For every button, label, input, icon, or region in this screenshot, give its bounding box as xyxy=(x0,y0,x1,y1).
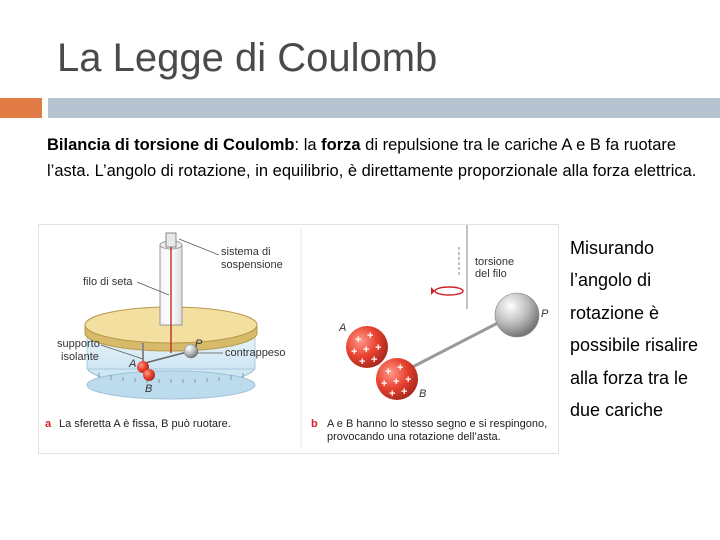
slide-title: La Legge di Coulomb xyxy=(57,36,438,80)
label-torsione: torsione xyxy=(475,256,515,268)
svg-text:+: + xyxy=(363,344,370,356)
svg-text:+: + xyxy=(405,374,412,386)
svg-text:+: + xyxy=(371,354,378,366)
label-contrappeso: contrappeso xyxy=(225,347,286,359)
label-sospensione: sospensione xyxy=(221,259,283,271)
caption-b-line1: A e B hanno lo stesso segno e si respingono, xyxy=(327,418,548,430)
svg-text:+: + xyxy=(401,386,408,398)
caption-a: La sferetta A è fissa, B può ruotare. xyxy=(59,418,231,430)
label-a-sphere-b: B xyxy=(145,383,153,395)
label-del-filo: del filo xyxy=(475,268,507,280)
label-supporto: supporto xyxy=(57,338,100,350)
label-b-sphere-b: B xyxy=(419,388,427,400)
svg-text:+: + xyxy=(397,362,404,374)
svg-text:+: + xyxy=(381,378,388,390)
svg-text:+: + xyxy=(359,356,366,368)
label-b-counterweight-p: P xyxy=(541,308,549,320)
intro-paragraph xyxy=(47,133,697,184)
svg-text:+: + xyxy=(351,346,358,358)
caption-a-letter: a xyxy=(45,418,52,430)
intro-bold-force: forza xyxy=(321,136,361,154)
panel-b-apparatus xyxy=(346,225,539,400)
figure-illustration xyxy=(39,225,558,453)
svg-text:+: + xyxy=(355,334,362,346)
label-a-sphere-a: A xyxy=(129,358,137,370)
svg-text:+: + xyxy=(385,366,392,378)
intro-bold-term: Bilancia di torsione di Coulomb xyxy=(47,136,295,154)
label-a-counterweight-p: P xyxy=(195,338,203,350)
intro-text-2: di repulsione tra le cariche A e B fa ruotare l’asta. L’angolo di rotazione, in equilibrio, è direttamente proporzionale alla forza elettrica. xyxy=(47,136,697,180)
side-text: Misurando l’angolo di rotazione è possibile risalire alla forza tra le due cariche xyxy=(570,238,699,421)
caption-b-line2: provocando una rotazione dell’asta. xyxy=(327,431,501,443)
label-b-sphere-a: A xyxy=(339,322,347,334)
caption-b-letter: b xyxy=(311,418,318,430)
torsion-balance-figure xyxy=(38,224,559,454)
label-isolante: isolante xyxy=(61,351,99,363)
svg-text:+: + xyxy=(389,388,396,400)
accent-bar-orange xyxy=(0,98,42,118)
svg-text:+: + xyxy=(367,330,374,342)
svg-text:+: + xyxy=(375,342,382,354)
intro-text-1: : la xyxy=(294,136,322,154)
accent-bar-blue xyxy=(48,98,720,118)
label-sistema: sistema di xyxy=(221,246,271,258)
svg-text:+: + xyxy=(393,376,400,388)
label-filo-di-seta: filo di seta xyxy=(83,276,133,288)
